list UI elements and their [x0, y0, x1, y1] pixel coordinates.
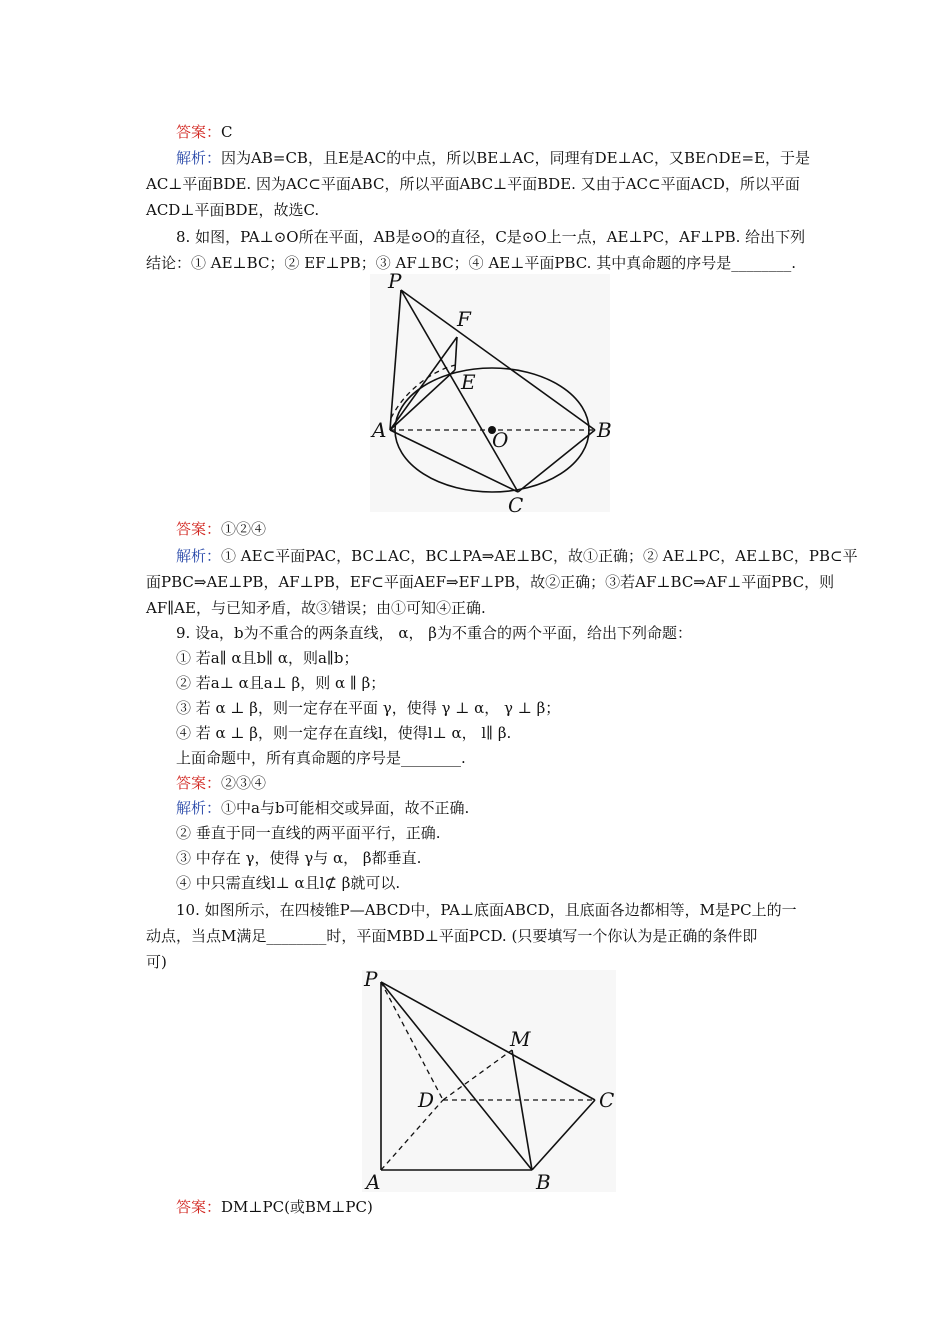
q8-diagram	[370, 269, 612, 517]
explanation-label: 解析：	[176, 149, 222, 167]
label-p: P	[364, 967, 378, 991]
explanation-text: 因为AB=CB，且E是AC的中点，所以BE⊥AC，同理有DE⊥AC，又BE∩DE=E，于是	[221, 149, 811, 167]
label-c: C	[508, 493, 524, 517]
answer-value: DM⊥PC(或BM⊥PC)	[221, 1198, 373, 1216]
q8-stem-line-1: 8. 如图，PA⊥⊙O所在平面，AB是⊙O的直径，C是⊙O上一点，AE⊥PC，AF⊥PB. 给出下列	[176, 228, 806, 246]
segment-ae	[390, 370, 455, 430]
answer-label: 答案：	[176, 774, 222, 792]
label-a: A	[372, 418, 387, 442]
label-b: B	[597, 418, 612, 442]
answer-label: 答案：	[176, 520, 222, 538]
q10-figure	[362, 967, 616, 1194]
label-o: O	[492, 428, 509, 452]
answer-label: 答案：	[176, 123, 222, 141]
q9-proposition-3: ③ 若 α ⊥ β，则一定存在平面 γ，使得 γ ⊥ α， γ ⊥ β；	[176, 699, 561, 717]
segment-pc	[381, 982, 595, 1100]
q8-explanation-line-3: AF∥AE，与已知矛盾，故③错误；由①可知④正确.	[146, 599, 486, 617]
segment-pb	[401, 290, 595, 430]
answer-value: ①②④	[221, 520, 267, 538]
label-b: B	[536, 1170, 551, 1194]
q9-proposition-1: ① 若a∥ α且b∥ α，则a∥b；	[176, 649, 359, 667]
q9-proposition-4: ④ 若 α ⊥ β，则一定存在直线l，使得l⊥ α， l∥ β.	[176, 724, 512, 742]
q8-explanation-line-1	[176, 545, 858, 567]
q9-stem-line-1: 9. 设a，b为不重合的两条直线， α， β为不重合的两个平面，给出下列命题：	[176, 624, 692, 642]
answer-value: C	[221, 123, 233, 141]
q9-explanation-line-2: ② 垂直于同一直线的两平面平行，正确.	[176, 824, 441, 842]
answer-label: 答案：	[176, 1198, 222, 1216]
label-c: C	[599, 1088, 615, 1112]
answer-value: ②③④	[221, 774, 267, 792]
q9-explanation-line-4: ④ 中只需直线l⊥ α且l⊄ β就可以.	[176, 874, 401, 892]
segment-pb	[381, 982, 532, 1170]
segment-bc	[518, 430, 595, 492]
q9-question: 上面命题中，所有真命题的序号是________.	[176, 749, 466, 767]
q10-stem-line-2: 动点，当点M满足________时，平面MBD⊥平面PCD. (只要填写一个你认为是正确的条件即	[146, 927, 758, 945]
label-p: P	[388, 269, 402, 293]
q7-explanation-line-2: AC⊥平面BDE. 因为AC⊂平面ABC，所以平面ABC⊥平面BDE. 又由于AC⊂平面ACD，所以平面	[146, 175, 800, 193]
label-d: D	[418, 1088, 435, 1112]
q8-figure	[370, 269, 612, 517]
explanation-label: 解析：	[176, 799, 222, 817]
q8-answer	[176, 518, 266, 540]
label-e: E	[461, 370, 476, 394]
explanation-label: 解析：	[176, 547, 222, 565]
segment-bc	[532, 1100, 595, 1170]
label-f: F	[457, 307, 471, 331]
explanation-text: ①中a与b可能相交或异面，故不正确.	[221, 799, 470, 817]
segment-mb	[512, 1050, 532, 1170]
q7-answer	[176, 121, 233, 143]
q10-diagram	[362, 967, 616, 1194]
q8-stem-line-2: 结论：① AE⊥BC；② EF⊥PB；③ AF⊥BC；④ AE⊥平面PBC. 其中真命题的序号是________.	[146, 254, 796, 272]
q7-explanation-line-1	[176, 147, 810, 169]
q9-proposition-2: ② 若a⊥ α且a⊥ β，则 α ∥ β；	[176, 674, 386, 692]
label-a: A	[366, 1170, 381, 1194]
q9-explanation-line-1	[176, 797, 469, 819]
q7-explanation-line-3: ACD⊥平面BDE，故选C.	[146, 201, 320, 219]
q9-answer	[176, 772, 266, 794]
q8-explanation-line-2: 面PBC⇒AE⊥PB，AF⊥PB，EF⊂平面AEF⇒EF⊥PB，故②正确；③若AF⊥BC⇒AF⊥平面PBC，则	[146, 573, 835, 591]
q9-explanation-line-3: ③ 中存在 γ，使得 γ与 α， β都垂直.	[176, 849, 422, 867]
q10-answer	[176, 1196, 373, 1218]
segment-dm	[443, 1050, 512, 1100]
explanation-text: ① AE⊂平面PAC，BC⊥AC，BC⊥PA⇒AE⊥BC，故①正确；② AE⊥PC，AE⊥BC，PB⊂平	[221, 547, 858, 565]
q10-stem-line-3: 可)	[146, 953, 167, 971]
q10-stem-line-1: 10. 如图所示，在四棱锥P—ABCD中，PA⊥底面ABCD，且底面各边都相等，M是PC上的一	[176, 901, 797, 919]
label-m: M	[510, 1027, 531, 1051]
segment-af	[390, 337, 457, 430]
segment-ef	[455, 337, 457, 370]
